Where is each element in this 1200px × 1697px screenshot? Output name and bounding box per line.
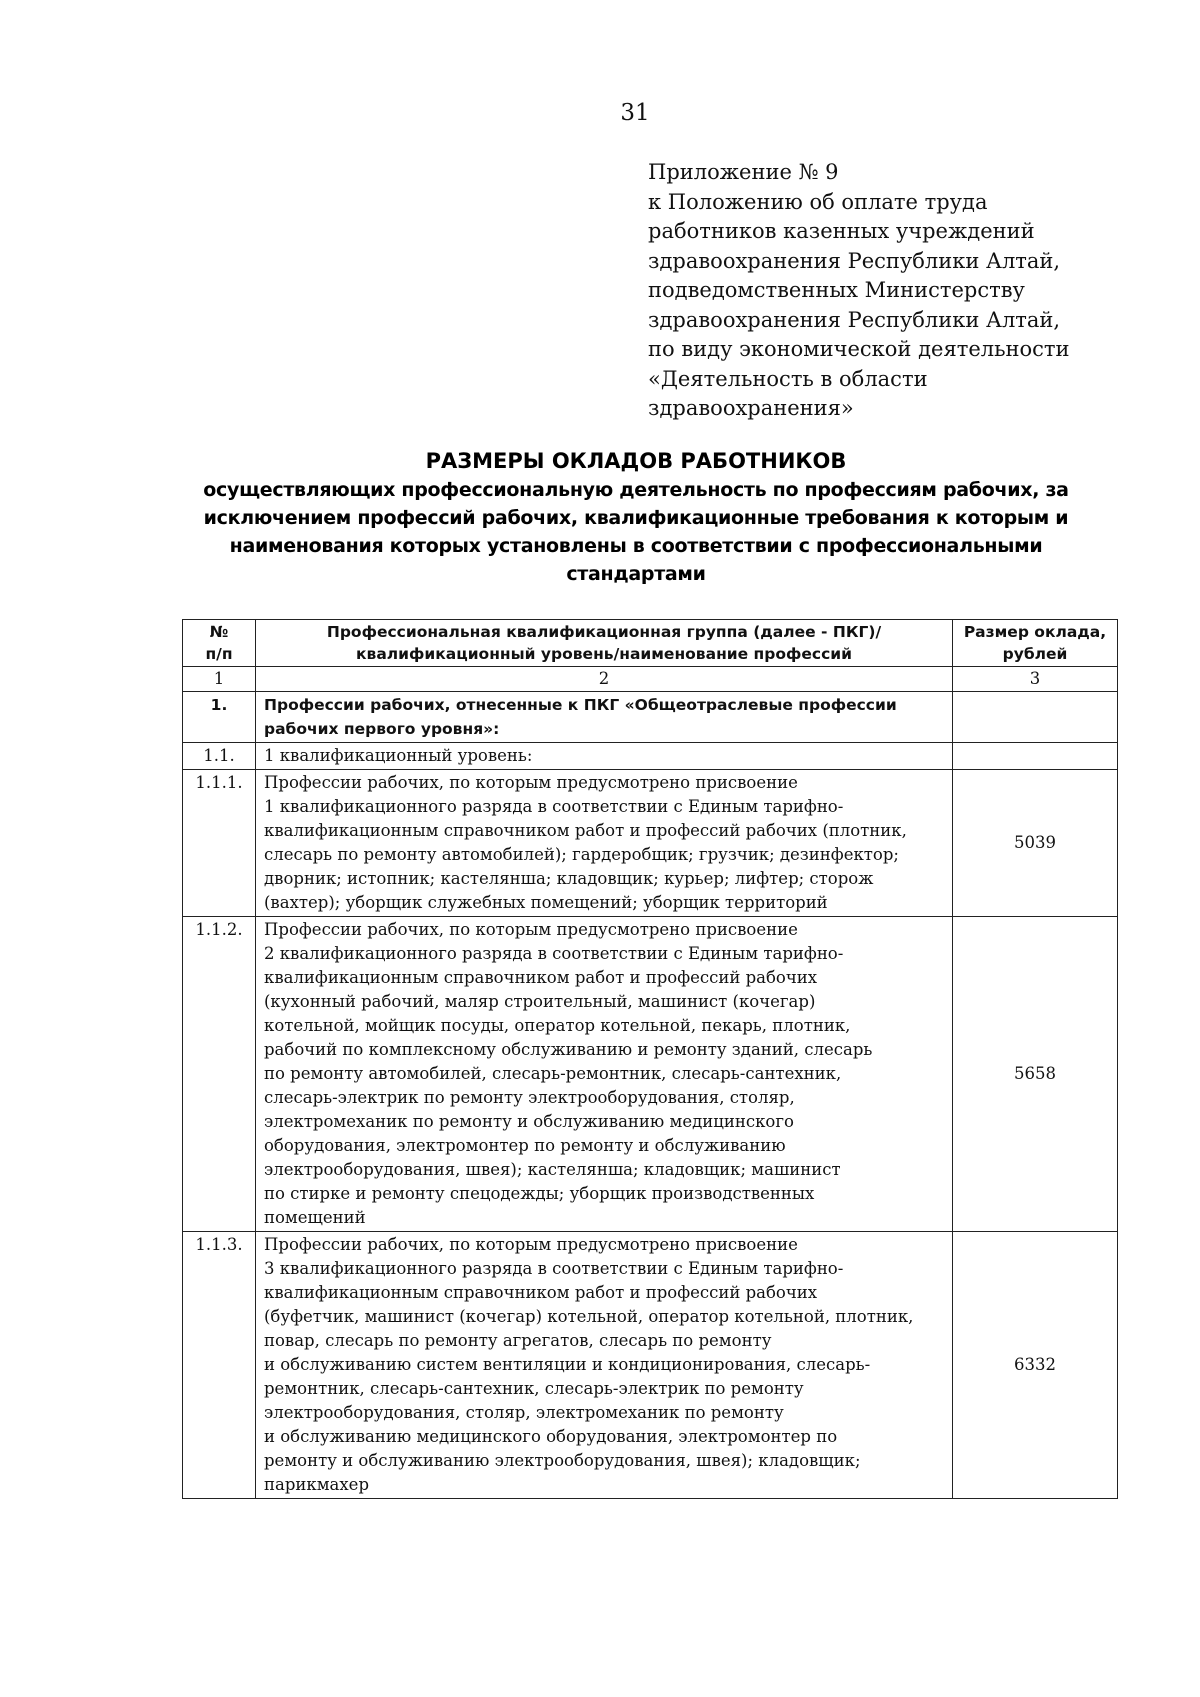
appendix-line: Приложение № 9	[648, 160, 839, 184]
table-header-row	[183, 620, 1118, 667]
row-number: 1.1.3.	[183, 1232, 256, 1499]
page-number: 31	[620, 100, 650, 126]
subtitle-line: осуществляющих профессиональную деятельность по профессиям рабочих, за	[203, 479, 1069, 501]
document-title-block	[175, 446, 1097, 588]
appendix-line: здравоохранения Республики Алтай,	[648, 307, 1061, 332]
description-line: квалификационным справочником работ и профессий рабочих	[264, 1283, 818, 1302]
description-line: по стирке и ремонту спецодежды; уборщик производственных	[264, 1184, 815, 1203]
appendix-line: здравоохранения Республики Алтай,	[648, 248, 1061, 273]
description-line: электрооборудования, швея); кастелянша; кладовщик; машинист	[264, 1160, 841, 1179]
description-line: и обслуживанию систем вентиляции и кондиционирования, слесарь-	[264, 1355, 871, 1374]
description-line: оборудования, электромонтер по ремонту и обслуживанию	[264, 1136, 786, 1155]
appendix-note	[648, 158, 1098, 424]
table-row	[183, 692, 1118, 743]
description-line: рабочий по комплексному обслуживанию и ремонту зданий, слесарь	[264, 1040, 873, 1059]
description-line: Профессии рабочих, по которым предусмотрено присвоение	[264, 1235, 798, 1254]
description-line: слесарь-электрик по ремонту электрооборудования, столяр,	[264, 1088, 795, 1107]
description-line: квалификационным справочником работ и профессий рабочих	[264, 968, 818, 987]
row-description	[256, 1232, 953, 1499]
row-number: 1.	[183, 692, 256, 743]
description-line: (вахтер); уборщик служебных помещений; уборщик территорий	[264, 893, 828, 912]
description-line: Профессии рабочих, отнесенные к ПКГ «Общеотраслевые профессии	[264, 696, 897, 714]
description-line: электромеханик по ремонту и обслуживанию медицинского	[264, 1112, 794, 1131]
description-line: 1 квалификационного разряда в соответствии с Единым тарифно-	[264, 797, 844, 816]
description-line: помещений	[264, 1208, 366, 1227]
appendix-line: подведомственных Министерству	[648, 278, 1025, 302]
appendix-line: по виду экономической деятельности	[648, 337, 1070, 361]
description-line: 3 квалификационного разряда в соответствии с Единым тарифно-	[264, 1259, 844, 1278]
header-text: Размер оклада,	[963, 623, 1107, 641]
description-line: и обслуживанию медицинского оборудования, электромонтер по	[264, 1427, 838, 1446]
description-line: ремонту и обслуживанию электрооборудования, швея); кладовщик;	[264, 1451, 861, 1470]
header-text: квалификационный уровень/наименование профессий	[355, 645, 852, 663]
document-title: РАЗМЕРЫ ОКЛАДОВ РАБОТНИКОВ	[425, 449, 847, 473]
table-row	[183, 743, 1118, 770]
description-line: электрооборудования, столяр, электромеханик по ремонту	[264, 1403, 784, 1422]
description-line: по ремонту автомобилей, слесарь-ремонтник, слесарь-сантехник,	[264, 1064, 842, 1083]
header-number	[183, 620, 256, 667]
row-salary: 5039	[953, 770, 1118, 917]
description-line: слесарь по ремонту автомобилей); гардеробщик; грузчик; дезинфектор;	[264, 845, 899, 864]
appendix-line: работников казенных учреждений	[648, 219, 1035, 243]
header-group	[256, 620, 953, 667]
description-line: 2 квалификационного разряда в соответствии с Единым тарифно-	[264, 944, 844, 963]
column-index-row	[183, 667, 1118, 692]
row-salary: 5658	[953, 917, 1118, 1232]
appendix-line: к Положению об оплате труда	[648, 189, 988, 214]
description-line: 1 квалификационный уровень:	[264, 746, 533, 765]
row-number: 1.1.	[183, 743, 256, 770]
row-description	[256, 917, 953, 1232]
table-row	[183, 770, 1118, 917]
header-text: №	[209, 623, 229, 641]
column-index: 3	[953, 667, 1118, 692]
appendix-line: «Деятельность в области	[648, 366, 928, 391]
row-salary	[953, 692, 1118, 743]
description-line: дворник; истопник; кастелянша; кладовщик; курьер; лифтер; сторож	[264, 869, 874, 888]
description-line: котельной, мойщик посуды, оператор котельной, пекарь, плотник,	[264, 1016, 851, 1035]
header-salary	[953, 620, 1118, 667]
description-line: повар, слесарь по ремонту агрегатов, слесарь по ремонту	[264, 1331, 772, 1350]
description-line: ремонтник, слесарь-сантехник, слесарь-электрик по ремонту	[264, 1379, 804, 1398]
row-description	[256, 692, 953, 743]
description-line: Профессии рабочих, по которым предусмотрено присвоение	[264, 773, 798, 792]
description-line: (кухонный рабочий, маляр строительный, машинист (кочегар)	[264, 992, 816, 1011]
description-line: квалификационным справочником работ и профессий рабочих (плотник,	[264, 821, 907, 840]
table-row	[183, 1232, 1118, 1499]
row-description	[256, 743, 953, 770]
column-index: 2	[256, 667, 953, 692]
header-text: п/п	[205, 645, 233, 663]
subtitle-line: стандартами	[566, 563, 706, 585]
description-line: парикмахер	[264, 1475, 370, 1494]
description-line: (буфетчик, машинист (кочегар) котельной, оператор котельной, плотник,	[264, 1307, 914, 1326]
row-salary: 6332	[953, 1232, 1118, 1499]
column-index: 1	[183, 667, 256, 692]
row-description	[256, 770, 953, 917]
row-number: 1.1.1.	[183, 770, 256, 917]
row-number: 1.1.2.	[183, 917, 256, 1232]
description-line: рабочих первого уровня»:	[264, 720, 500, 738]
row-salary	[953, 743, 1118, 770]
table-row	[183, 917, 1118, 1232]
subtitle-line: наименования которых установлены в соответствии с профессиональными	[229, 535, 1043, 557]
description-line: Профессии рабочих, по которым предусмотрено присвоение	[264, 920, 798, 939]
appendix-line: здравоохранения»	[648, 396, 854, 420]
header-text: Профессиональная квалификационная группа (далее - ПКГ)/	[326, 623, 882, 641]
salary-table	[182, 619, 1118, 1499]
header-text: рублей	[1002, 645, 1068, 663]
subtitle-line: исключением профессий рабочих, квалификационные требования к которым и	[203, 507, 1069, 529]
